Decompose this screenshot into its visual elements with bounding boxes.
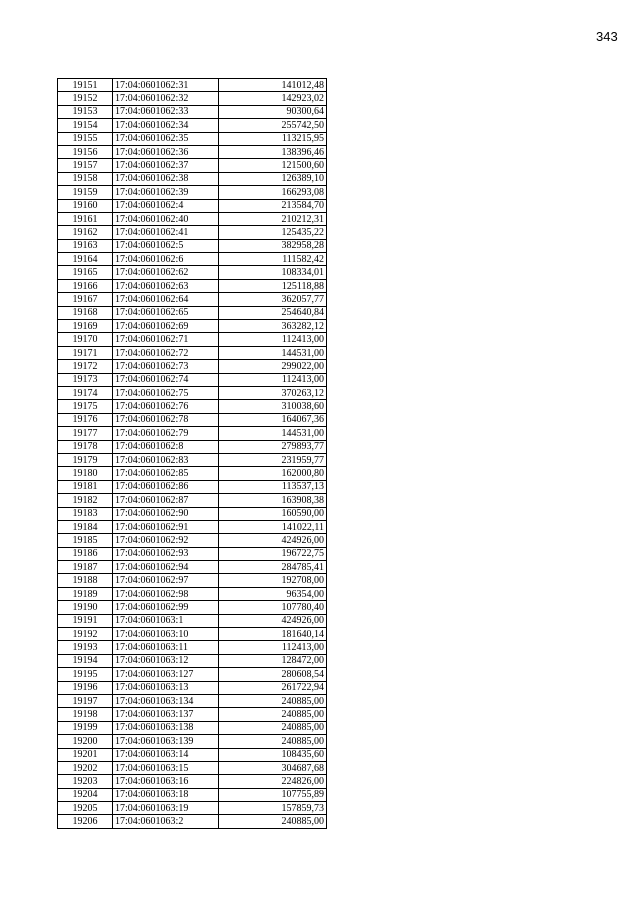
- value-cell: 112413,00: [219, 333, 327, 346]
- cadastral-number-cell: 17:04:0601062:75: [113, 386, 219, 399]
- table-row: [58, 92, 327, 105]
- value-cell: 121500,60: [219, 159, 327, 172]
- table-row: [58, 266, 327, 279]
- table-row: [58, 212, 327, 225]
- row-number-cell: 19162: [58, 226, 113, 239]
- cadastral-number-cell: 17:04:0601062:93: [113, 547, 219, 560]
- table-row: [58, 547, 327, 560]
- value-cell: 113537,13: [219, 480, 327, 493]
- cadastral-number-cell: 17:04:0601062:87: [113, 494, 219, 507]
- row-number-cell: 19170: [58, 333, 113, 346]
- row-number-cell: 19196: [58, 681, 113, 694]
- table-row: [58, 748, 327, 761]
- table-row: [58, 520, 327, 533]
- cadastral-number-cell: 17:04:0601063:10: [113, 628, 219, 641]
- cadastral-number-cell: 17:04:0601063:19: [113, 802, 219, 815]
- cadastral-number-cell: 17:04:0601062:73: [113, 360, 219, 373]
- value-cell: 362057,77: [219, 293, 327, 306]
- table-row: [58, 641, 327, 654]
- value-cell: 90300,64: [219, 105, 327, 118]
- table-row: [58, 253, 327, 266]
- table-row: [58, 199, 327, 212]
- row-number-cell: 19180: [58, 467, 113, 480]
- table-row: [58, 453, 327, 466]
- value-cell: 162000,80: [219, 467, 327, 480]
- table-row: [58, 172, 327, 185]
- table-row: [58, 186, 327, 199]
- table-row: [58, 601, 327, 614]
- cadastral-number-cell: 17:04:0601062:69: [113, 320, 219, 333]
- value-cell: 261722,94: [219, 681, 327, 694]
- value-cell: 144531,00: [219, 346, 327, 359]
- row-number-cell: 19193: [58, 641, 113, 654]
- value-cell: 166293,08: [219, 186, 327, 199]
- table-row: [58, 694, 327, 707]
- cadastral-number-cell: 17:04:0601062:39: [113, 186, 219, 199]
- row-number-cell: 19158: [58, 172, 113, 185]
- value-cell: 304687,68: [219, 761, 327, 774]
- table-row: [58, 132, 327, 145]
- row-number-cell: 19163: [58, 239, 113, 252]
- table-row: [58, 721, 327, 734]
- value-cell: 157859,73: [219, 802, 327, 815]
- value-cell: 254640,84: [219, 306, 327, 319]
- value-cell: 240885,00: [219, 708, 327, 721]
- table-row: [58, 159, 327, 172]
- value-cell: 163908,38: [219, 494, 327, 507]
- table-row: [58, 480, 327, 493]
- cadastral-number-cell: 17:04:0601062:98: [113, 587, 219, 600]
- value-cell: 240885,00: [219, 721, 327, 734]
- row-number-cell: 19161: [58, 212, 113, 225]
- cadastral-number-cell: 17:04:0601062:76: [113, 400, 219, 413]
- table-row: [58, 400, 327, 413]
- table-row: [58, 333, 327, 346]
- row-number-cell: 19185: [58, 534, 113, 547]
- row-number-cell: 19204: [58, 788, 113, 801]
- cadastral-number-cell: 17:04:0601062:40: [113, 212, 219, 225]
- cadastral-number-cell: 17:04:0601062:37: [113, 159, 219, 172]
- row-number-cell: 19189: [58, 587, 113, 600]
- row-number-cell: 19157: [58, 159, 113, 172]
- table-row: [58, 360, 327, 373]
- value-cell: 299022,00: [219, 360, 327, 373]
- table-body: [58, 79, 327, 829]
- table-row: [58, 293, 327, 306]
- row-number-cell: 19201: [58, 748, 113, 761]
- table-row: [58, 815, 327, 828]
- value-cell: 160590,00: [219, 507, 327, 520]
- cadastral-number-cell: 17:04:0601062:65: [113, 306, 219, 319]
- cadastral-number-cell: 17:04:0601062:78: [113, 413, 219, 426]
- row-number-cell: 19173: [58, 373, 113, 386]
- table-row: [58, 614, 327, 627]
- table-row: [58, 574, 327, 587]
- cadastral-number-cell: 17:04:0601062:74: [113, 373, 219, 386]
- value-cell: 210212,31: [219, 212, 327, 225]
- value-cell: 141022,11: [219, 520, 327, 533]
- row-number-cell: 19175: [58, 400, 113, 413]
- cadastral-number-cell: 17:04:0601062:64: [113, 293, 219, 306]
- table-row: [58, 534, 327, 547]
- table-row: [58, 467, 327, 480]
- value-cell: 138396,46: [219, 145, 327, 158]
- value-cell: 144531,00: [219, 427, 327, 440]
- value-cell: 231959,77: [219, 453, 327, 466]
- cadastral-number-cell: 17:04:0601062:32: [113, 92, 219, 105]
- table-row: [58, 279, 327, 292]
- cadastral-number-cell: 17:04:0601062:33: [113, 105, 219, 118]
- value-cell: 125118,88: [219, 279, 327, 292]
- row-number-cell: 19155: [58, 132, 113, 145]
- row-number-cell: 19169: [58, 320, 113, 333]
- row-number-cell: 19200: [58, 735, 113, 748]
- table-row: [58, 708, 327, 721]
- row-number-cell: 19199: [58, 721, 113, 734]
- value-cell: 213584,70: [219, 199, 327, 212]
- cadastral-number-cell: 17:04:0601062:34: [113, 119, 219, 132]
- row-number-cell: 19190: [58, 601, 113, 614]
- row-number-cell: 19152: [58, 92, 113, 105]
- cadastral-number-cell: 17:04:0601062:86: [113, 480, 219, 493]
- page-number: 343: [596, 29, 618, 44]
- cadastral-number-cell: 17:04:0601063:134: [113, 694, 219, 707]
- row-number-cell: 19198: [58, 708, 113, 721]
- cadastral-number-cell: 17:04:0601063:139: [113, 735, 219, 748]
- cadastral-number-cell: 17:04:0601063:1: [113, 614, 219, 627]
- table-row: [58, 346, 327, 359]
- table-row: [58, 239, 327, 252]
- value-cell: 113215,95: [219, 132, 327, 145]
- row-number-cell: 19206: [58, 815, 113, 828]
- cadastral-number-cell: 17:04:0601063:12: [113, 654, 219, 667]
- row-number-cell: 19178: [58, 440, 113, 453]
- value-cell: 284785,41: [219, 561, 327, 574]
- cadastral-number-cell: 17:04:0601062:35: [113, 132, 219, 145]
- cadastral-number-cell: 17:04:0601063:13: [113, 681, 219, 694]
- cadastral-number-cell: 17:04:0601062:71: [113, 333, 219, 346]
- cadastral-number-cell: 17:04:0601062:92: [113, 534, 219, 547]
- table-row: [58, 105, 327, 118]
- table-row: [58, 587, 327, 600]
- value-cell: 280608,54: [219, 668, 327, 681]
- row-number-cell: 19176: [58, 413, 113, 426]
- value-cell: 279893,77: [219, 440, 327, 453]
- row-number-cell: 19177: [58, 427, 113, 440]
- cadastral-number-cell: 17:04:0601063:16: [113, 775, 219, 788]
- cadastral-number-cell: 17:04:0601063:11: [113, 641, 219, 654]
- value-cell: 112413,00: [219, 641, 327, 654]
- table-row: [58, 628, 327, 641]
- row-number-cell: 19167: [58, 293, 113, 306]
- value-cell: 142923,02: [219, 92, 327, 105]
- value-cell: 424926,00: [219, 534, 327, 547]
- cadastral-number-cell: 17:04:0601062:63: [113, 279, 219, 292]
- table-row: [58, 320, 327, 333]
- row-number-cell: 19156: [58, 145, 113, 158]
- cadastral-number-cell: 17:04:0601063:127: [113, 668, 219, 681]
- table-row: [58, 373, 327, 386]
- value-cell: 141012,48: [219, 79, 327, 92]
- cadastral-value-table: [57, 78, 327, 829]
- value-cell: 424926,00: [219, 614, 327, 627]
- row-number-cell: 19184: [58, 520, 113, 533]
- value-cell: 255742,50: [219, 119, 327, 132]
- table-row: [58, 761, 327, 774]
- row-number-cell: 19166: [58, 279, 113, 292]
- value-cell: 126389,10: [219, 172, 327, 185]
- value-cell: 107780,40: [219, 601, 327, 614]
- row-number-cell: 19183: [58, 507, 113, 520]
- cadastral-number-cell: 17:04:0601063:14: [113, 748, 219, 761]
- value-cell: 125435,22: [219, 226, 327, 239]
- row-number-cell: 19171: [58, 346, 113, 359]
- table-row: [58, 788, 327, 801]
- value-cell: 107755,89: [219, 788, 327, 801]
- cadastral-number-cell: 17:04:0601062:62: [113, 266, 219, 279]
- cadastral-number-cell: 17:04:0601062:85: [113, 467, 219, 480]
- value-cell: 108435,60: [219, 748, 327, 761]
- row-number-cell: 19181: [58, 480, 113, 493]
- value-cell: 370263,12: [219, 386, 327, 399]
- value-cell: 240885,00: [219, 694, 327, 707]
- row-number-cell: 19154: [58, 119, 113, 132]
- row-number-cell: 19159: [58, 186, 113, 199]
- table-row: [58, 654, 327, 667]
- cadastral-number-cell: 17:04:0601062:38: [113, 172, 219, 185]
- cadastral-number-cell: 17:04:0601062:41: [113, 226, 219, 239]
- table-row: [58, 119, 327, 132]
- table-row: [58, 561, 327, 574]
- table-row: [58, 802, 327, 815]
- table-row: [58, 494, 327, 507]
- value-cell: 108334,01: [219, 266, 327, 279]
- cadastral-number-cell: 17:04:0601062:79: [113, 427, 219, 440]
- cadastral-number-cell: 17:04:0601062:97: [113, 574, 219, 587]
- value-cell: 181640,14: [219, 628, 327, 641]
- value-cell: 112413,00: [219, 373, 327, 386]
- cadastral-number-cell: 17:04:0601062:99: [113, 601, 219, 614]
- value-cell: 196722,75: [219, 547, 327, 560]
- row-number-cell: 19160: [58, 199, 113, 212]
- cadastral-number-cell: 17:04:0601062:90: [113, 507, 219, 520]
- cadastral-number-cell: 17:04:0601063:15: [113, 761, 219, 774]
- cadastral-number-cell: 17:04:0601062:36: [113, 145, 219, 158]
- row-number-cell: 19165: [58, 266, 113, 279]
- table-row: [58, 507, 327, 520]
- row-number-cell: 19188: [58, 574, 113, 587]
- value-cell: 128472,00: [219, 654, 327, 667]
- row-number-cell: 19195: [58, 668, 113, 681]
- row-number-cell: 19164: [58, 253, 113, 266]
- row-number-cell: 19192: [58, 628, 113, 641]
- value-cell: 192708,00: [219, 574, 327, 587]
- cadastral-number-cell: 17:04:0601063:138: [113, 721, 219, 734]
- table-row: [58, 79, 327, 92]
- row-number-cell: 19202: [58, 761, 113, 774]
- row-number-cell: 19191: [58, 614, 113, 627]
- cadastral-number-cell: 17:04:0601062:8: [113, 440, 219, 453]
- value-cell: 363282,12: [219, 320, 327, 333]
- cadastral-number-cell: 17:04:0601063:137: [113, 708, 219, 721]
- table-row: [58, 413, 327, 426]
- value-cell: 224826,00: [219, 775, 327, 788]
- row-number-cell: 19186: [58, 547, 113, 560]
- table-row: [58, 306, 327, 319]
- table-row: [58, 440, 327, 453]
- row-number-cell: 19168: [58, 306, 113, 319]
- cadastral-number-cell: 17:04:0601062:6: [113, 253, 219, 266]
- cadastral-number-cell: 17:04:0601063:18: [113, 788, 219, 801]
- row-number-cell: 19174: [58, 386, 113, 399]
- value-cell: 382958,28: [219, 239, 327, 252]
- cadastral-number-cell: 17:04:0601062:5: [113, 239, 219, 252]
- row-number-cell: 19203: [58, 775, 113, 788]
- row-number-cell: 19153: [58, 105, 113, 118]
- row-number-cell: 19151: [58, 79, 113, 92]
- row-number-cell: 19182: [58, 494, 113, 507]
- table-row: [58, 735, 327, 748]
- cadastral-number-cell: 17:04:0601062:31: [113, 79, 219, 92]
- row-number-cell: 19187: [58, 561, 113, 574]
- table-row: [58, 226, 327, 239]
- value-cell: 240885,00: [219, 815, 327, 828]
- table-row: [58, 668, 327, 681]
- table-row: [58, 681, 327, 694]
- value-cell: 310038,60: [219, 400, 327, 413]
- row-number-cell: 19194: [58, 654, 113, 667]
- cadastral-number-cell: 17:04:0601062:72: [113, 346, 219, 359]
- value-cell: 240885,00: [219, 735, 327, 748]
- value-cell: 96354,00: [219, 587, 327, 600]
- value-cell: 111582,42: [219, 253, 327, 266]
- row-number-cell: 19172: [58, 360, 113, 373]
- cadastral-number-cell: 17:04:0601062:94: [113, 561, 219, 574]
- cadastral-number-cell: 17:04:0601062:91: [113, 520, 219, 533]
- cadastral-number-cell: 17:04:0601063:2: [113, 815, 219, 828]
- value-cell: 164067,36: [219, 413, 327, 426]
- cadastral-number-cell: 17:04:0601062:83: [113, 453, 219, 466]
- table-row: [58, 427, 327, 440]
- table-row: [58, 386, 327, 399]
- cadastral-number-cell: 17:04:0601062:4: [113, 199, 219, 212]
- table-row: [58, 145, 327, 158]
- table-row: [58, 775, 327, 788]
- row-number-cell: 19179: [58, 453, 113, 466]
- row-number-cell: 19197: [58, 694, 113, 707]
- row-number-cell: 19205: [58, 802, 113, 815]
